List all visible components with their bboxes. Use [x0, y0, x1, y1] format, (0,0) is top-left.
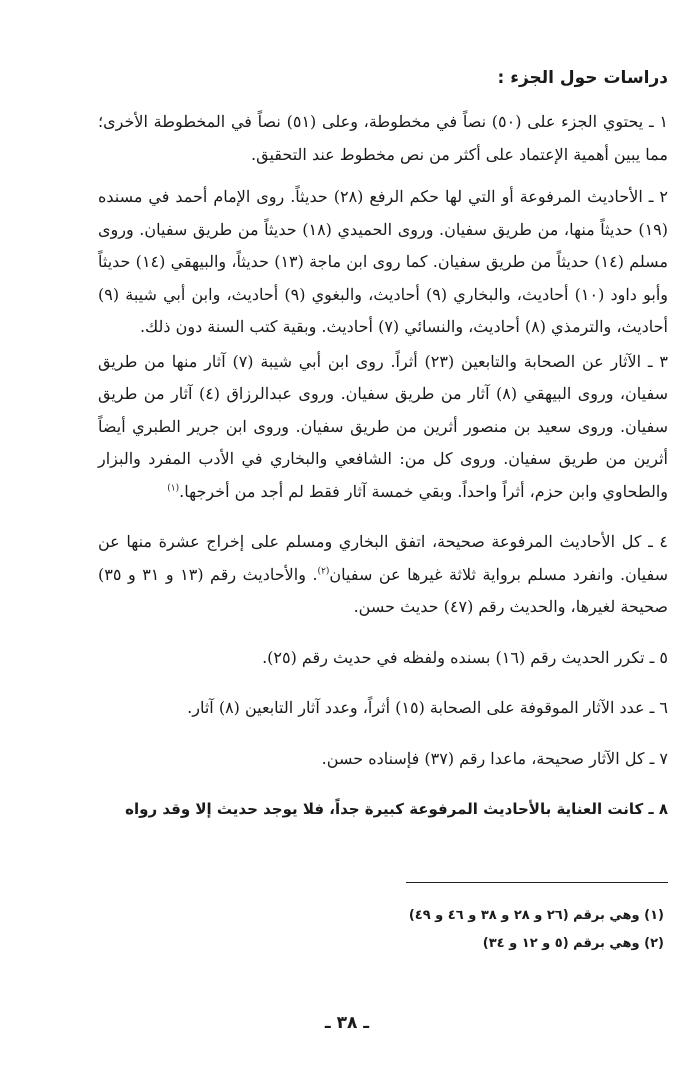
footnote-ref-1: (١)	[167, 483, 180, 494]
main-content	[98, 62, 668, 836]
paragraph-text: ٧ ـ كل الآثار صحيحة، ماعدا رقم (٣٧) فإسناده حسن.	[321, 748, 668, 768]
footnote-ref-2: (٢)	[317, 566, 330, 577]
page-number: ـ ٣٨ ـ	[324, 1013, 370, 1033]
footnote-2: (٢) وهي برقم (٥ و ١٢ و ٣٤)	[482, 936, 664, 951]
paragraph-item-1	[98, 106, 668, 171]
paragraph-text: ١ ـ يحتوي الجزء على (٥٠) نصاً في مخطوطة، وعلى (٥١) نصاً في المخطوطة الأخرى؛ مما يبين أهمية الإعتماد على أكثر من نص مخطوط عند التحقيق.	[98, 112, 668, 164]
paragraph-text: ٥ ـ تكرر الحديث رقم (١٦) بسنده ولفظه في حديث رقم (٢٥).	[262, 647, 668, 667]
footnotes	[64, 902, 664, 958]
paragraph-item-6	[98, 692, 668, 725]
paragraph-text-part-b: . والأحاديث رقم (١٣ و ٣١ و ٣٥) صحيحة لغيرها، والحديث رقم (٤٧) حديث حسن.	[98, 564, 668, 616]
footnote-separator	[406, 882, 668, 883]
section-heading: دراسات حول الجزء :	[497, 68, 668, 88]
paragraph-text: ٢ ـ الأحاديث المرفوعة أو التي لها حكم الرفع (٢٨) حديثاً. روى الإمام أحمد في مسنده (١٩) حديثاً منها، من طريق سفيان. وروى الحميدي (١٨) حديثاً من طريق سفيان. وروى مسلم (١٤) حديثاً من طريق سفيان. كما روى ابن ماجة (١٣) حديثاً، والبيهقي (١٤) حديثاً وأبو داود (١٠) أحاديث، والبخاري (٩) أحاديث، والبغوي (٩) أحاديث، وابن أبي شيبة (٩) أحاديث، والترمذي (٨) أحاديث، والنسائي (٧) أحاديث. وبقية كتب السنة دون ذلك.	[98, 187, 669, 336]
paragraph-item-2	[98, 181, 668, 344]
paragraph-item-7	[98, 743, 668, 776]
paragraph-text: ٦ ـ عدد الآثار الموقوفة على الصحابة (١٥) أثراً، وعدد آثار التابعين (٨) آثار.	[187, 698, 668, 717]
paragraph-item-5	[98, 642, 668, 675]
paragraph-text: ٣ ـ الآثار عن الصحابة والتابعين (٢٣) أثراً. روى ابن أبي شيبة (٧) آثار منها من طريق سفيان، وروى البيهقي (٨) آثار من طريق سفيان. وروى عبدالرزاق (٤) آثار من طريق سفيان. وروى سعيد بن منصور أثرين من طريق سفيان. وروى ابن جرير الطبري أيضاً أثرين من طريق سفيان. وروى كل من: الشافعي والبخاري في الأدب المفرد والبزار والطحاوي وابن حزم، أثراً واحداً. وبقي خمسة آثار فقط لم أجد من أخرجها.	[98, 351, 669, 501]
footnote-1: (١) وهي برقم (٢٦ و ٢٨ و ٣٨ و ٤٦ و ٤٩)	[408, 908, 664, 923]
paragraph-text: ٨ ـ كانت العناية بالأحاديث المرفوعة كبيرة جداً، فلا يوجد حديث إلا وقد رواه	[125, 800, 668, 818]
paragraph-item-8	[98, 793, 668, 826]
paragraph-item-3	[98, 346, 668, 509]
paragraph-text-part-a: ٤ ـ كل الأحاديث المرفوعة صحيحة، اتفق البخاري ومسلم على إخراج عشرة منها عن سفيان. وانفرد مسلم برواية ثلاثة غيرها عن سفيان	[98, 532, 669, 584]
paragraph-item-4	[98, 526, 668, 624]
